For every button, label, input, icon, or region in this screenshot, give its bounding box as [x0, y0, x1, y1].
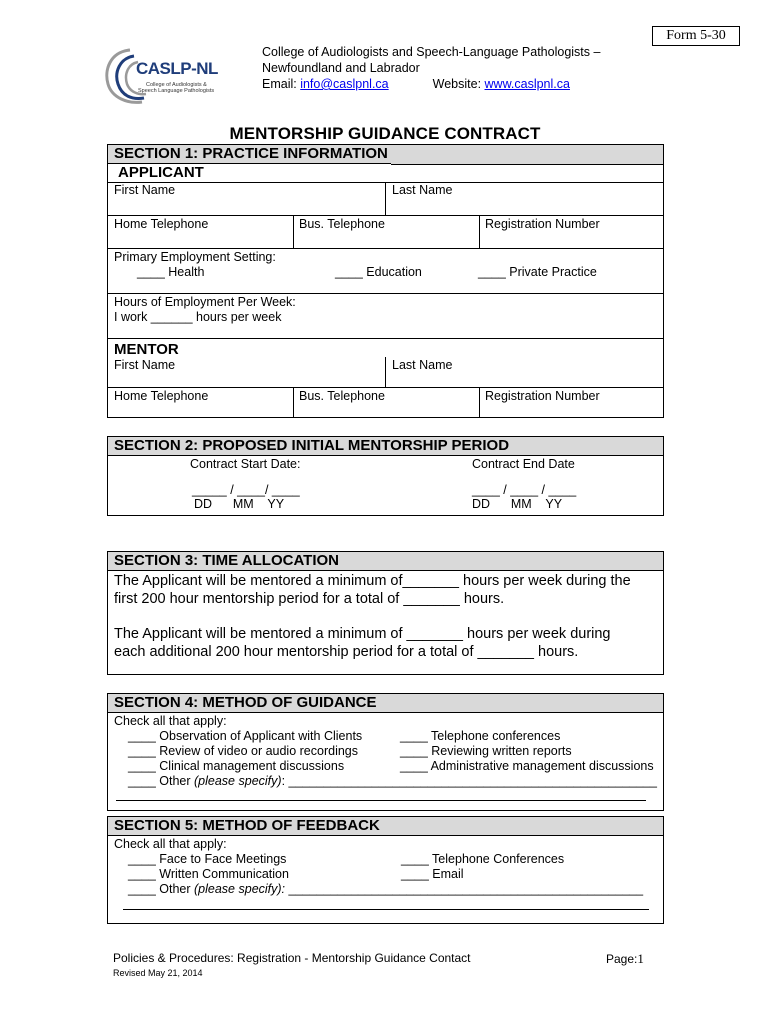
feedback-other-line[interactable] — [123, 909, 649, 910]
logo-text: CASLP-NL — [136, 59, 218, 78]
mentor-heading: MENTOR — [114, 341, 179, 358]
page-title: MENTORSHIP GUIDANCE CONTRACT — [229, 124, 541, 143]
primary-employment-label: Primary Employment Setting: — [114, 250, 276, 264]
applicant-heading: APPLICANT — [118, 164, 204, 181]
time-allocation-p2-line1: The Applicant will be mentored a minimum of _______ hours per week during — [114, 626, 611, 642]
guidance-option-admin-discussions[interactable]: ____ Administrative management discussions — [400, 759, 654, 773]
feedback-option-face-to-face[interactable]: ____ Face to Face Meetings — [128, 852, 287, 866]
guidance-other-line[interactable] — [116, 800, 646, 801]
guidance-option-other[interactable]: ____ Other (please specify): _____________________________________________________ — [128, 774, 657, 788]
mentor-bus-telephone-label: Bus. Telephone — [299, 389, 385, 403]
time-allocation-p2-line2: each additional 200 hour mentorship period for a total of _______ hours. — [114, 644, 579, 660]
section-2-heading: SECTION 2: PROPOSED INITIAL MENTORSHIP PERIOD — [108, 437, 663, 456]
org-line-1: College of Audiologists and Speech-Language Pathologists – — [262, 45, 601, 59]
feedback-option-telephone[interactable]: ____ Telephone Conferences — [401, 852, 565, 866]
applicant-registration-number-label: Registration Number — [485, 217, 600, 231]
guidance-check-label: Check all that apply: — [114, 714, 227, 728]
section-5 — [107, 816, 664, 924]
org-line-2: Newfoundland and Labrador — [262, 61, 420, 75]
website-label: Website: — [432, 77, 485, 91]
section-1-heading: SECTION 1: PRACTICE INFORMATION — [108, 145, 508, 164]
contract-end-label: Contract End Date — [472, 457, 575, 471]
website-link[interactable]: www.caslpnl.ca — [484, 77, 570, 91]
feedback-option-written[interactable]: ____ Written Communication — [128, 867, 289, 881]
guidance-option-review-recordings[interactable]: ____ Review of video or audio recordings — [128, 744, 358, 758]
health-option[interactable]: ____ Health — [137, 265, 205, 279]
section-5-heading: SECTION 5: METHOD OF FEEDBACK — [108, 817, 663, 836]
contract-end-blank[interactable]: ____ / ____ / ____ — [472, 483, 577, 497]
section-2 — [107, 436, 664, 516]
form-number: Form 5-30 — [652, 26, 740, 46]
revised-date: Revised May 21, 2014 — [113, 968, 203, 978]
applicant-last-name-label: Last Name — [392, 183, 453, 197]
contract-start-units: DD MM YY — [194, 497, 285, 511]
hours-line[interactable]: I work ______ hours per week — [114, 310, 282, 324]
guidance-option-observation[interactable]: ____ Observation of Applicant with Clients — [128, 729, 363, 743]
contract-start-label: Contract Start Date: — [190, 457, 301, 471]
feedback-check-label: Check all that apply: — [114, 837, 227, 851]
time-allocation-p1-line1: The Applicant will be mentored a minimum of_______ hours per week during the — [114, 573, 631, 589]
time-allocation-p1-line2: first 200 hour mentorship period for a total of _______ hours. — [114, 591, 505, 607]
guidance-option-clinical-discussions[interactable]: ____ Clinical management discussions — [128, 759, 345, 773]
hours-label: Hours of Employment Per Week: — [114, 295, 296, 309]
private-practice-option[interactable]: ____ Private Practice — [478, 265, 597, 279]
section-3-heading: SECTION 3: TIME ALLOCATION — [108, 552, 663, 571]
org-contact — [262, 76, 600, 92]
footer-page: Page:1 — [606, 951, 644, 966]
education-option[interactable]: ____ Education — [335, 265, 422, 279]
section-4 — [107, 693, 664, 811]
applicant-home-telephone-label: Home Telephone — [114, 217, 209, 231]
caslp-nl-logo — [100, 46, 218, 106]
feedback-option-email[interactable]: ____ Email — [401, 867, 464, 881]
email-label: Email: — [262, 77, 301, 91]
logo-tagline-2: Speech Language Pathologists — [138, 88, 215, 94]
mentor-registration-number-label: Registration Number — [485, 389, 600, 403]
contract-end-units: DD MM YY — [472, 497, 563, 511]
mentor-home-telephone-label: Home Telephone — [114, 389, 209, 403]
footer-text: Policies & Procedures: Registration - Mentorship Guidance Contact — [113, 951, 471, 965]
email-link[interactable]: info@caslpnl.ca — [300, 77, 389, 91]
mentor-first-name-label: First Name — [114, 358, 176, 372]
mentor-last-name-label: Last Name — [392, 358, 453, 372]
feedback-option-other[interactable]: ____ Other (please specify): ___________________________________________________ — [128, 882, 644, 896]
org-info — [262, 44, 600, 92]
guidance-option-written-reports[interactable]: ____ Reviewing written reports — [400, 744, 572, 758]
guidance-option-telephone[interactable]: ____ Telephone conferences — [400, 729, 561, 743]
applicant-bus-telephone-label: Bus. Telephone — [299, 217, 385, 231]
section-3 — [107, 551, 664, 675]
applicant-first-name-label: First Name — [114, 183, 176, 197]
section-1-heading-shade — [391, 145, 663, 165]
section-4-heading: SECTION 4: METHOD OF GUIDANCE — [108, 694, 663, 713]
contract-start-blank[interactable]: _____ / ____/ ____ — [192, 483, 300, 497]
logo-tagline-1: College of Audiologists & — [146, 82, 207, 88]
section-1 — [107, 144, 664, 418]
